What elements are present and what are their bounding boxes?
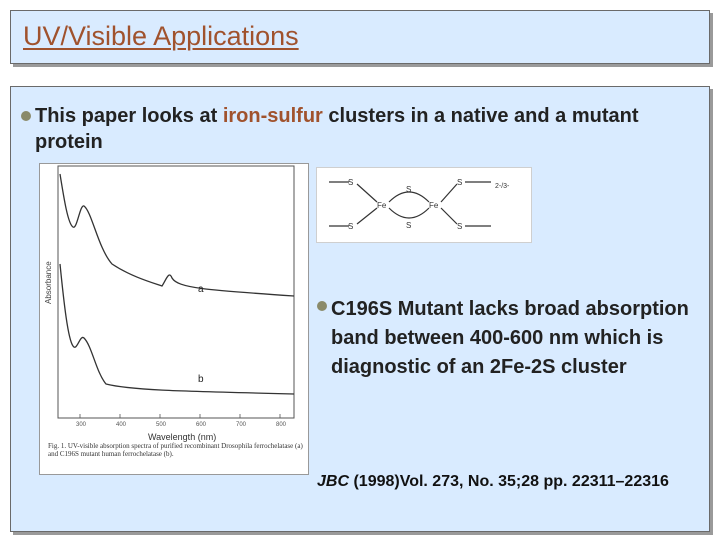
figure-caption: Fig. 1. UV-visible absorption spectra of purified recombinant Drosophila ferrochelatase (a) and C196S mutant human ferrochelatase (b). bbox=[48, 442, 303, 458]
title-banner bbox=[10, 10, 710, 64]
page-title: UV/Visible Applications bbox=[23, 21, 299, 51]
bullet-2-text: C196S Mutant lacks broad absorption band between 400-600 nm which is diagnostic of an 2Fe-2S cluster bbox=[331, 298, 689, 378]
citation-journal: JBC bbox=[317, 473, 350, 490]
plot-frame bbox=[58, 166, 294, 418]
cluster-charge: 2-/3- bbox=[495, 183, 510, 190]
atom-fe-2: Fe bbox=[429, 201, 439, 210]
atom-s-3: S bbox=[457, 178, 463, 187]
curve-b bbox=[60, 264, 294, 394]
citation-details: (1998)Vol. 273, No. 35;28 pp. 22311–22316 bbox=[349, 473, 669, 490]
y-axis-label: Absorbance bbox=[44, 261, 53, 304]
x-axis-label: Wavelength (nm) bbox=[148, 432, 217, 442]
atom-s-bridge-1: S bbox=[406, 185, 412, 194]
curve-a bbox=[60, 174, 294, 296]
curve-label-a: a bbox=[198, 284, 204, 295]
x-tick-labels bbox=[76, 422, 287, 428]
citation bbox=[317, 473, 669, 491]
svg-text:600: 600 bbox=[196, 422, 207, 428]
structure-diagram bbox=[317, 168, 531, 242]
svg-text:400: 400 bbox=[116, 422, 127, 428]
x-ticks bbox=[80, 414, 280, 418]
svg-text:800: 800 bbox=[276, 422, 287, 428]
svg-text:300: 300 bbox=[76, 422, 87, 428]
svg-text:500: 500 bbox=[156, 422, 167, 428]
curve-label-b: b bbox=[198, 374, 204, 385]
bullet-1-suffix: clusters in a native and a mutant protein bbox=[35, 105, 639, 153]
bullet-1-highlight: iron-sulfur bbox=[222, 105, 323, 127]
atom-fe-1: Fe bbox=[377, 201, 387, 210]
svg-text:700: 700 bbox=[236, 422, 247, 428]
atom-s-1: S bbox=[348, 178, 354, 187]
atom-s-bridge-2: S bbox=[406, 221, 412, 230]
spectrum-figure bbox=[39, 163, 309, 475]
figure-caption-wrap bbox=[48, 442, 304, 474]
bullet-1-text bbox=[35, 103, 695, 155]
bullet-1-prefix: This paper looks at bbox=[35, 105, 223, 127]
bullet-icon bbox=[21, 111, 31, 121]
content-panel bbox=[10, 86, 710, 532]
fe2s2-structure bbox=[316, 167, 532, 243]
atom-s-4: S bbox=[457, 222, 463, 231]
atom-s-2: S bbox=[348, 222, 354, 231]
spectrum-plot bbox=[40, 164, 308, 474]
bullet-icon bbox=[317, 301, 327, 311]
